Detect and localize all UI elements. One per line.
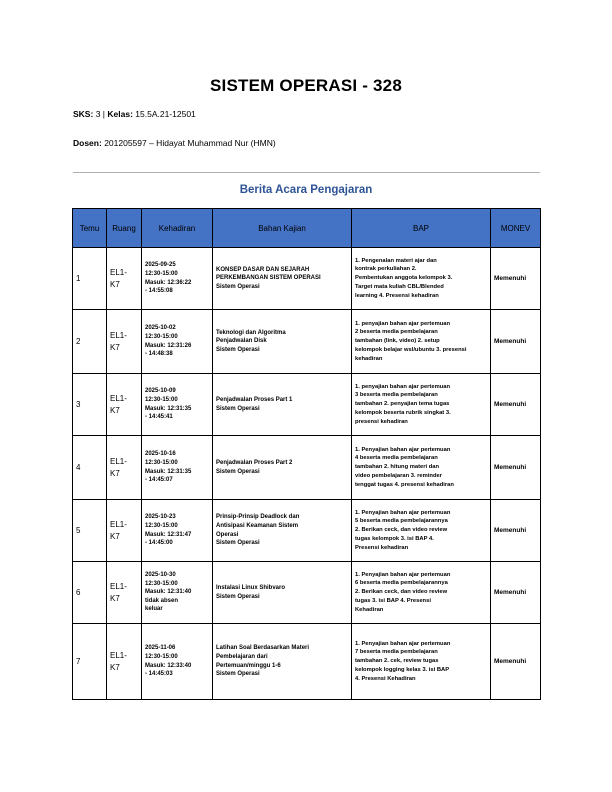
bahan-kajian-cell	[213, 374, 352, 436]
kehadiran-cell-line: - 14:55:08	[145, 288, 173, 295]
kehadiran-cell-line: 2025-10-09	[145, 388, 176, 395]
bap-cell-line: tambahan (link, video) 2. setup	[355, 338, 440, 345]
header-bap: BAP	[352, 209, 491, 248]
table-header-row	[73, 209, 541, 248]
bap-cell-line: 5 beserta media pembelajarannya	[355, 518, 448, 525]
bap-cell-line: tambahan 2. penyajian tema tugas	[355, 401, 450, 408]
bap-cell-line: tambahan 2. hitung materi dan	[355, 464, 440, 471]
ruang-cell	[107, 624, 142, 700]
kehadiran-cell-line: 2025-10-30	[145, 572, 176, 579]
kehadiran-cell-line: 2025-11-06	[145, 645, 176, 652]
temu-cell: 7	[73, 624, 107, 700]
separator: |	[102, 109, 106, 119]
kehadiran-cell	[142, 624, 213, 700]
bap-cell-line: Target mata kuliah CBL/Blended	[355, 283, 444, 290]
bahan-kajian-cell-line: Sistem Operasi	[216, 671, 260, 678]
bap-cell	[352, 624, 491, 700]
bahan-kajian-cell-line: Sistem Operasi	[216, 405, 260, 412]
bap-cell-line: presensi kehadiran	[355, 418, 408, 425]
bahan-kajian-cell	[213, 562, 352, 624]
bahan-kajian-cell	[213, 248, 352, 310]
kehadiran-cell-line: 12:30-15:00	[145, 522, 178, 529]
table-row	[73, 436, 541, 500]
table-row	[73, 248, 541, 310]
ruang-cell-line: EL1-	[110, 581, 127, 591]
bap-cell-line: 2 beserta media pembelajaran	[355, 329, 438, 336]
ruang-cell-line: K7	[110, 593, 120, 603]
bap-cell-line: 1. Penyajian bahan ajar pertemuan	[355, 446, 451, 453]
bap-cell-line: kehadiran	[355, 355, 383, 362]
bahan-kajian-cell-line: Pembelajaran dari	[216, 653, 268, 660]
kehadiran-cell-line: Masuk: 12:31:35	[145, 468, 192, 475]
ruang-cell-line: K7	[110, 531, 120, 541]
ruang-cell-line: EL1-	[110, 519, 127, 529]
monev-cell: Memenuhi	[491, 500, 541, 562]
bap-cell-line: 4. Presensi Kehadiran	[355, 675, 416, 682]
kehadiran-cell-line: 12:30-15:00	[145, 580, 178, 587]
bap-cell-line: 1. Penyajian bahan ajar pertemuan	[355, 640, 451, 647]
bahan-kajian-cell-line: Prinsip-Prinsip Deadlock dan	[216, 514, 300, 521]
bahan-kajian-cell-line: Operasi	[216, 531, 239, 538]
bap-cell-line: learning 4. Presensi kehadiran	[355, 292, 439, 299]
kehadiran-cell-line: 12:30-15:00	[145, 459, 178, 466]
bap-cell	[352, 248, 491, 310]
ruang-cell-line: K7	[110, 405, 120, 415]
kelas-label: Kelas:	[107, 109, 133, 119]
kehadiran-cell-line: 12:30-15:00	[145, 270, 178, 277]
ruang-cell-line: K7	[110, 662, 120, 672]
bap-cell-line: tambahan 2. cek, review tugas	[355, 658, 439, 665]
kelas-value: 15.5A.21-12501	[135, 109, 196, 119]
bap-cell	[352, 436, 491, 500]
bap-cell-line: Presensi kehadiran	[355, 544, 409, 551]
bahan-kajian-cell-line: Latihan Soal Berdasarkan Materi	[216, 645, 310, 652]
kehadiran-cell-line: Masuk: 12:31:40	[145, 589, 192, 596]
ruang-cell-line: K7	[110, 279, 120, 289]
bap-cell	[352, 310, 491, 374]
kehadiran-cell-line: tidak absen	[145, 597, 179, 604]
bap-cell	[352, 562, 491, 624]
ruang-cell-line: K7	[110, 342, 120, 352]
temu-cell: 6	[73, 562, 107, 624]
course-info-line	[73, 109, 196, 119]
temu-cell: 3	[73, 374, 107, 436]
header-bahan-kajian: Bahan Kajian	[213, 209, 352, 248]
ruang-cell-line: EL1-	[110, 330, 127, 340]
monev-cell: Memenuhi	[491, 374, 541, 436]
table-row	[73, 624, 541, 700]
kehadiran-cell-line: keluar	[145, 606, 163, 613]
bap-cell-line: 1. penyajian bahan ajar pertemuan	[355, 383, 451, 390]
bahan-kajian-cell-line: Sistem Operasi	[216, 540, 260, 547]
bahan-kajian-cell	[213, 624, 352, 700]
bahan-kajian-cell-line: Penjadwalan Proses Part 1	[216, 396, 293, 403]
bahan-kajian-cell-line: Instalasi Linux Shibvaro	[216, 584, 286, 591]
bap-cell-line: tugas 3. isi BAP 4. Presensi	[355, 597, 431, 604]
header-temu: Temu	[73, 209, 107, 248]
bap-cell-line: 1. penyajian bahan ajar pertemuan	[355, 320, 451, 327]
bahan-kajian-cell-line: Sistem Operasi	[216, 346, 260, 353]
kehadiran-cell-line: 2025-09-25	[145, 262, 176, 269]
kehadiran-cell-line: Masuk: 12:31:35	[145, 405, 192, 412]
bahan-kajian-cell-line: PERKEMBANGAN SISTEM OPERASI	[216, 275, 321, 282]
kehadiran-cell-line: Masuk: 12:36:22	[145, 279, 192, 286]
bap-cell-line: 3 beserta media pembelajaran	[355, 392, 438, 399]
bap-cell-line: 1. Pengenalan materi ajar dan	[355, 257, 437, 264]
bahan-kajian-cell-line: Sistem Operasi	[216, 283, 260, 290]
temu-cell: 2	[73, 310, 107, 374]
kehadiran-cell-line: 2025-10-16	[145, 451, 176, 458]
monev-cell: Memenuhi	[491, 436, 541, 500]
monev-cell: Memenuhi	[491, 624, 541, 700]
kehadiran-cell	[142, 374, 213, 436]
kehadiran-cell	[142, 248, 213, 310]
bap-cell-line: 1. Penyajian bahan ajar pertemuan	[355, 571, 451, 578]
bahan-kajian-cell	[213, 436, 352, 500]
table-row	[73, 500, 541, 562]
dosen-value: 201205597 – Hidayat Muhammad Nur (HMN)	[104, 138, 276, 148]
bap-cell-line: 2. Berikan ceck, dan video review	[355, 527, 448, 534]
bahan-kajian-cell-line: Penjadwalan Proses Part 2	[216, 459, 293, 466]
table-row	[73, 310, 541, 374]
ruang-cell-line: EL1-	[110, 650, 127, 660]
kehadiran-cell	[142, 562, 213, 624]
bap-cell-line: 2. Berikan ceck, dan video review	[355, 589, 448, 596]
ruang-cell	[107, 562, 142, 624]
monev-cell: Memenuhi	[491, 562, 541, 624]
header-monev: MONEV	[491, 209, 541, 248]
ruang-cell	[107, 248, 142, 310]
bap-cell	[352, 374, 491, 436]
temu-cell: 4	[73, 436, 107, 500]
bahan-kajian-cell-line: Sistem Operasi	[216, 593, 260, 600]
kehadiran-cell-line: Masuk: 12:33:40	[145, 662, 192, 669]
kehadiran-cell-line: - 14:45:41	[145, 414, 173, 421]
bap-cell-line: video pembelajaran 3. reminder	[355, 472, 442, 479]
kehadiran-cell-line: 12:30-15:00	[145, 396, 178, 403]
bap-cell-line: Kehadiran	[355, 606, 384, 613]
kehadiran-cell-line: - 14:45:07	[145, 477, 173, 484]
bap-cell-line: tugas kelompok 3. isi BAP 4.	[355, 535, 434, 542]
kehadiran-cell-line: 12:30-15:00	[145, 333, 178, 340]
sks-label: SKS:	[73, 109, 94, 119]
bap-cell-line: tenggat tugas 4. presensi kehadiran	[355, 481, 454, 488]
bap-cell-line: 6 beserta media pembelajarannya	[355, 580, 448, 587]
bahan-kajian-cell-line: Sistem Operasi	[216, 468, 260, 475]
ruang-cell-line: EL1-	[110, 267, 127, 277]
kehadiran-cell-line: - 14:45:00	[145, 540, 173, 547]
kehadiran-cell-line: Masuk: 12:31:47	[145, 531, 192, 538]
dosen-label: Dosen:	[73, 138, 102, 148]
bap-cell-line: 7 beserta media pembelajaran	[355, 649, 438, 656]
temu-cell: 1	[73, 248, 107, 310]
ruang-cell-line: EL1-	[110, 456, 127, 466]
bahan-kajian-cell	[213, 500, 352, 562]
bap-cell-line: kontrak perkuliahan 2.	[355, 266, 417, 273]
bahan-kajian-cell-line: KONSEP DASAR DAN SEJARAH	[216, 266, 310, 273]
table-row	[73, 562, 541, 624]
bahan-kajian-cell-line: Antisipasi Keamanan Sistem	[216, 522, 299, 529]
lecturer-info-line	[73, 138, 276, 148]
bap-cell-line: kelompok beserta rubrik singkat 3.	[355, 409, 451, 416]
table-body	[73, 248, 541, 700]
ruang-cell	[107, 500, 142, 562]
kehadiran-cell	[142, 500, 213, 562]
temu-cell: 5	[73, 500, 107, 562]
ruang-cell-line: K7	[110, 468, 120, 478]
bahan-kajian-cell-line: Penjadwalan Disk	[216, 338, 267, 345]
kehadiran-cell-line: 2025-10-23	[145, 514, 176, 521]
ruang-cell-line: EL1-	[110, 393, 127, 403]
bahan-kajian-cell-line: Teknologi dan Algoritma	[216, 329, 286, 336]
bap-cell-line: kelompok belajar wsl/ubuntu 3. presensi	[355, 346, 467, 353]
table-row	[73, 374, 541, 436]
kehadiran-cell	[142, 310, 213, 374]
bahan-kajian-cell	[213, 310, 352, 374]
kehadiran-cell	[142, 436, 213, 500]
monev-cell: Memenuhi	[491, 248, 541, 310]
sks-value: 3	[95, 109, 101, 119]
bap-cell-line: kelompok logging kelas 3. isi BAP	[355, 666, 450, 673]
bap-table	[72, 208, 541, 700]
bap-cell-line: 1. Penyajian bahan ajar pertemuan	[355, 509, 451, 516]
kehadiran-cell-line: Masuk: 12:31:26	[145, 342, 192, 349]
kehadiran-cell-line: 2025-10-02	[145, 325, 176, 332]
header-kehadiran: Kehadiran	[142, 209, 213, 248]
ruang-cell	[107, 374, 142, 436]
bap-cell	[352, 500, 491, 562]
kehadiran-cell-line: - 14:48:38	[145, 351, 173, 358]
bap-cell-line: Pembentukan anggota kelompok 3.	[355, 275, 453, 282]
ruang-cell	[107, 310, 142, 374]
section-title: Berita Acara Pengajaran	[239, 184, 373, 196]
horizontal-divider	[73, 172, 540, 173]
ruang-cell	[107, 436, 142, 500]
header-ruang: Ruang	[107, 209, 142, 248]
bap-cell-line: 4 beserta media pembelajaran	[355, 455, 438, 462]
kehadiran-cell-line: - 14:45:03	[145, 671, 173, 678]
bahan-kajian-cell-line: Pertemuan/minggu 1-6	[216, 662, 281, 669]
document-title: SISTEM OPERASI - 328	[210, 76, 402, 95]
kehadiran-cell-line: 12:30-15:00	[145, 653, 178, 660]
monev-cell: Memenuhi	[491, 310, 541, 374]
